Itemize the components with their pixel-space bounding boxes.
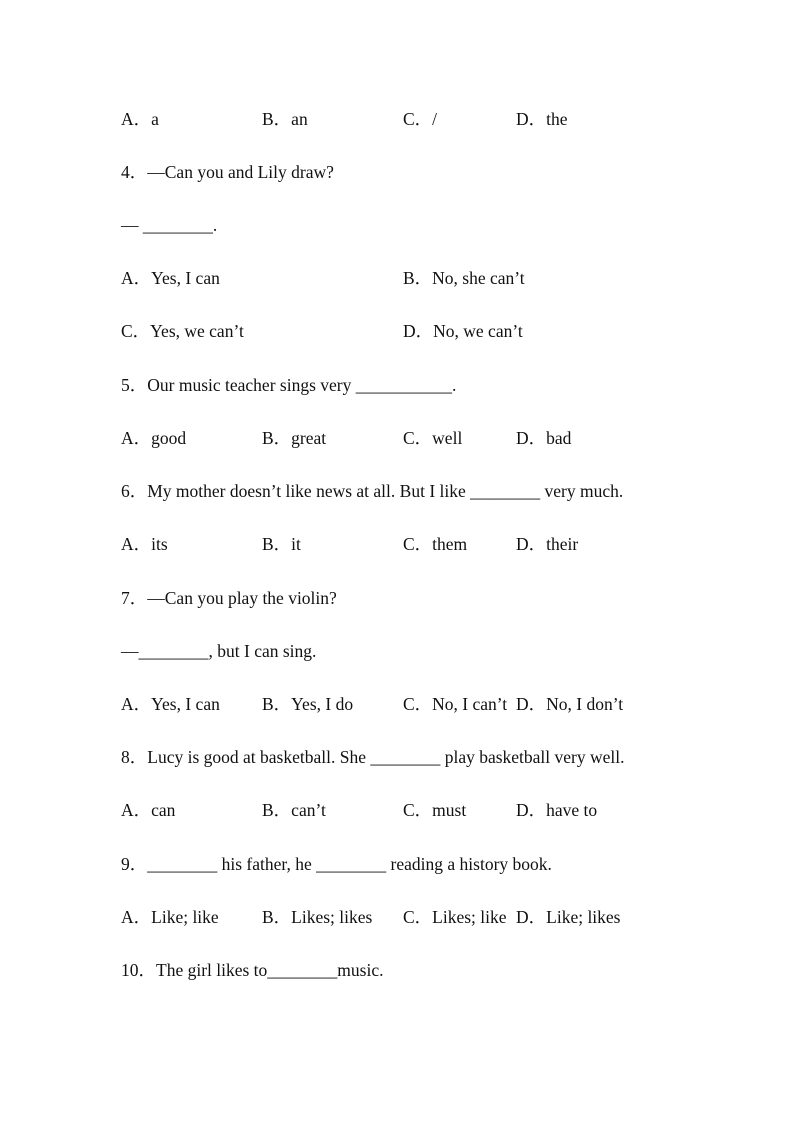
q7-option-d: D．No, I don’t [516, 694, 624, 714]
q6-stem: 6．My mother doesn’t like news at all. But I like ________ very much. [121, 481, 624, 501]
q4-option-c: C．Yes, we can’t [121, 321, 244, 341]
q9-stem: 9．________ his father, he ________ reading a history book. [121, 854, 552, 874]
q10-stem: 10．The girl likes to________music. [121, 960, 384, 980]
q7-options [121, 692, 624, 716]
q8-option-b: B．can’t [262, 800, 326, 820]
q5-option-d: D．bad [516, 428, 572, 448]
q4-option-d: D．No, we can’t [403, 321, 523, 341]
q4-stem: 4．—Can you and Lily draw? [121, 162, 334, 182]
q7-stem: 7．—Can you play the violin? [121, 588, 337, 608]
q8-options [121, 798, 598, 822]
q5-option-b: B．great [262, 428, 327, 448]
q5-option-c: C．well [403, 428, 463, 448]
q4-option-a: A．Yes, I can [121, 268, 220, 288]
q8-option-c: C．must [403, 800, 467, 820]
q6-options [121, 532, 579, 556]
q9-option-b: B．Likes; likes [262, 907, 373, 927]
q6-option-c: C．them [403, 534, 468, 554]
q3-options [121, 107, 568, 131]
q8-option-a: A．can [121, 800, 176, 820]
q9-option-a: A．Like; like [121, 907, 219, 927]
q5-stem: 5．Our music teacher sings very ___________. [121, 375, 457, 395]
q4-options-row-2 [121, 319, 523, 343]
q7-option-a: A．Yes, I can [121, 694, 220, 714]
q6-option-b: B．it [262, 534, 301, 554]
q7-option-b: B．Yes, I do [262, 694, 354, 714]
q7-option-c: C．No, I can’t [403, 694, 508, 714]
q9-option-c: C．Likes; like [403, 907, 507, 927]
q5-option-a: A．good [121, 428, 187, 448]
q9-options [121, 905, 621, 929]
q6-option-d: D．their [516, 534, 579, 554]
q6-option-a: A．its [121, 534, 168, 554]
q5-options [121, 426, 572, 450]
q9-option-d: D．Like; likes [516, 907, 621, 927]
q4-answer-line: — ________. [121, 215, 218, 235]
q8-stem: 8．Lucy is good at basketball. She ________ play basketball very well. [121, 747, 625, 767]
q3-option-b: B．an [262, 109, 308, 129]
q4-option-b: B．No, she can’t [403, 268, 525, 288]
q8-option-d: D．have to [516, 800, 598, 820]
q3-option-c: C．/ [403, 109, 438, 129]
q4-options-row-1 [121, 266, 525, 290]
q3-option-a: A．a [121, 109, 159, 129]
q7-answer-line: —________, but I can sing. [121, 641, 317, 661]
q3-option-d: D．the [516, 109, 568, 129]
